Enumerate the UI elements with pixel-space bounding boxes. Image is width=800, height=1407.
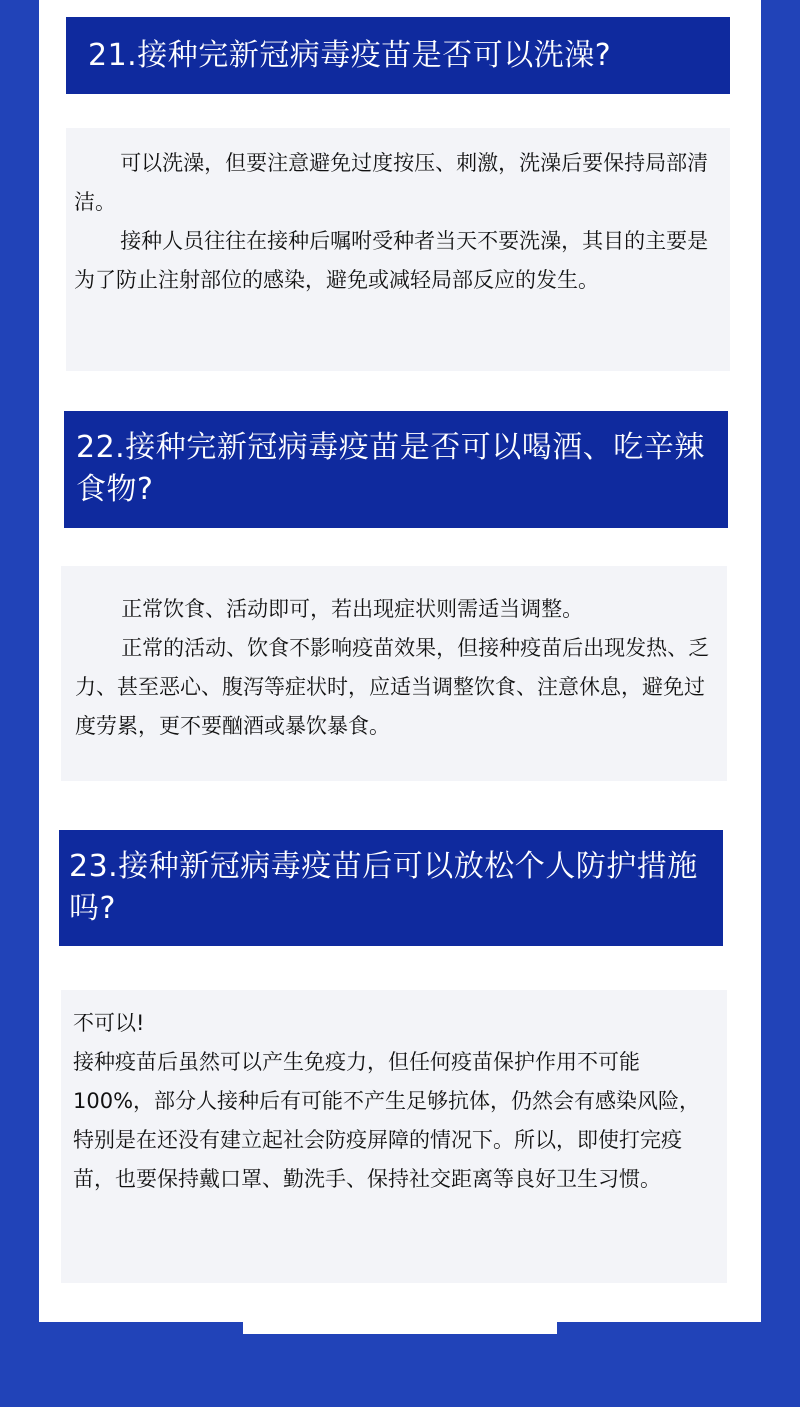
question-21 — [66, 17, 730, 94]
answer-22 — [61, 566, 727, 781]
answer-23 — [61, 990, 727, 1283]
question-21-text: 21.接种完新冠病毒疫苗是否可以洗澡? — [88, 38, 612, 73]
answer-21-paragraph-2: 接种人员往往在接种后嘱咐受种者当天不要洗澡，其目的主要是为了防止注射部位的感染，避免或减轻局部反应的发生。 — [74, 229, 709, 292]
question-22 — [64, 411, 728, 528]
answer-23-paragraph-1: 不可以! — [73, 1011, 145, 1035]
answer-21-paragraph-1: 可以洗澡，但要注意避免过度按压、刺激，洗澡后要保持局部清洁。 — [74, 151, 709, 214]
bottom-tab — [243, 1322, 557, 1334]
answer-22-paragraph-2: 正常的活动、饮食不影响疫苗效果，但接种疫苗后出现发热、乏力、甚至恶心、腹泻等症状时，应适当调整饮食、注意休息，避免过度劳累，更不要酗酒或暴饮暴食。 — [75, 636, 710, 738]
question-22-text: 22.接种完新冠病毒疫苗是否可以喝酒、吃辛辣食物? — [76, 430, 705, 507]
answer-21 — [66, 128, 730, 371]
answer-23-paragraph-2: 接种疫苗后虽然可以产生免疫力，但任何疫苗保护作用不可能100%，部分人接种后有可能不产生足够抗体，仍然会有感染风险，特别是在还没有建立起社会防疫屏障的情况下。所以，即使打完疫苗，也要保持戴口罩、勤洗手、保持社交距离等良好卫生习惯。 — [73, 1050, 701, 1191]
question-23 — [59, 830, 723, 946]
answer-22-paragraph-1: 正常饮食、活动即可，若出现症状则需适当调整。 — [121, 597, 584, 621]
question-23-text: 23.接种新冠病毒疫苗后可以放松个人防护措施吗? — [69, 849, 698, 926]
